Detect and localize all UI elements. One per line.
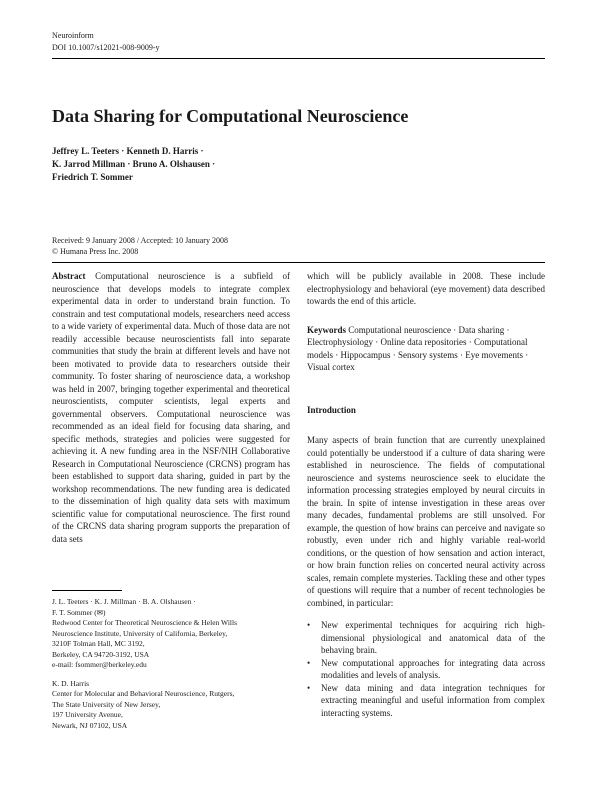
running-header (52, 30, 160, 54)
header-rule (52, 58, 545, 59)
footnote-gap (52, 671, 290, 679)
footnote (52, 597, 290, 731)
affiliation-line: J. L. Teeters · K. J. Millman · B. A. Olshausen · (52, 597, 196, 606)
affiliation-line: The State University of New Jersey, (52, 699, 161, 709)
affiliation-line: Center for Molecular and Behavioral Neuroscience, Rutgers, (52, 689, 235, 698)
bullet-item: • New experimental techniques for acquiring rich high-dimensional physiological and anatomical data of the behaving brain. (307, 619, 545, 657)
affiliation-line: Newark, NJ 07102, USA (52, 720, 128, 730)
copyright: © Humana Press Inc. 2008 (52, 247, 139, 256)
affiliation-line: K. D. Harris (52, 678, 90, 688)
keywords-label: Keywords (307, 324, 346, 335)
bullet-item: • New computational approaches for integrating data across modalities and levels of analysis. (307, 657, 545, 682)
affiliation-line: Redwood Center for Theoretical Neuroscience & Helen Wills (52, 618, 237, 627)
bullet-item: • New data mining and data integration techniques for extracting meaningful and useful information from complex interacting systems. (307, 682, 545, 720)
doi: DOI 10.1007/s12021-008-9009-y (52, 43, 160, 52)
received-dates: Received: 9 January 2008 / Accepted: 10 January 2008 (52, 236, 228, 245)
abstract (52, 270, 290, 545)
section-rule (52, 262, 545, 263)
keywords (307, 324, 545, 374)
abstract-text: Computational neuroscience is a subfield of neuroscience that develops models to integrate complex experimental data in order to understand brain function. To constrain and test computational models, researchers need access to a wide variety of experimental data. Much of those data are not readily accessible because neuroscientists fall into separate communities that study the brain at different levels and have not been motivated to provide data to researchers outside their community. To foster sharing of neuroscience data, a workshop was held in 2007, bringing together experimental and theoretical neuroscientists, computer scientists, legal experts and governmental observers. Computational neuroscience was recommended as an ideal field for focusing data sharing, and specific methods, strategies and policies were suggested for achieving it. A new funding area in the NSF/NIH Collaborative Research in Computational Neuroscience (CRCNS) program has been established to support data sharing, guided in part by the workshop recommendations. The new funding area is dedicated to the dissemination of high quality data sets with maximum scientific value for computational neuroscience. The first round of the CRCNS data sharing program supports the preparation of data sets (52, 271, 290, 544)
paper-title: Data Sharing for Computational Neuroscience (52, 106, 409, 126)
abstract-continued: which will be publicly available in 2008. These include electrophysiology and behavioral (eye movement) data described towards the end of this article. (307, 271, 545, 306)
author-line: K. Jarrod Millman · Bruno A. Olshausen · (52, 159, 216, 169)
affiliation-line: F. T. Sommer (✉) (52, 607, 106, 617)
author-list (52, 145, 215, 184)
abstract-label: Abstract (52, 271, 86, 281)
author-line: Friedrich T. Sommer (52, 172, 133, 182)
footnote-rule (52, 590, 122, 591)
affiliation-line: Neuroscience Institute, University of California, Berkeley, (52, 628, 228, 638)
affiliation-line: 3210F Tolman Hall, MC 3192, (52, 639, 145, 648)
bullet-list (307, 619, 545, 719)
affiliation-line: Berkeley, CA 94720-3192, USA (52, 649, 150, 659)
email-line: e-mail: fsommer@berkeley.edu (52, 660, 147, 669)
left-column (52, 270, 290, 545)
section-heading: Introduction (307, 404, 356, 415)
affiliation-line: 197 University Avenue, (52, 710, 123, 719)
received-info (52, 235, 228, 257)
keywords-text: Computational neuroscience · Data sharing · Electrophysiology · Online data repositories · Computational models · Hippocampus · Sensory systems · Eye movements · Visual cortex (307, 324, 529, 372)
journal-name: Neuroinform (52, 31, 94, 40)
right-column (307, 270, 545, 719)
intro-paragraph: Many aspects of brain function that are currently unexplained could potentially be understood if a culture of data sharing were established in neuroscience. The fields of computational neuroscience and systems neuroscience seek to elucidate the information processing strategies employed by neural circuits in the brain. In spite of intense investigation in these areas over many decades, fundamental problems are still unsolved. For example, the question of how brains can perceive and navigate so robustly, even under rich and highly variable real-world conditions, or the question of how sensation and action interact, or how brain function relies on concerted neural activity across scales, remain complete mysteries. Tackling these and other types of questions will require that a number of recent technologies be combined, in particular: (307, 435, 545, 608)
author-line: Jeffrey L. Teeters · Kenneth D. Harris · (52, 146, 204, 156)
